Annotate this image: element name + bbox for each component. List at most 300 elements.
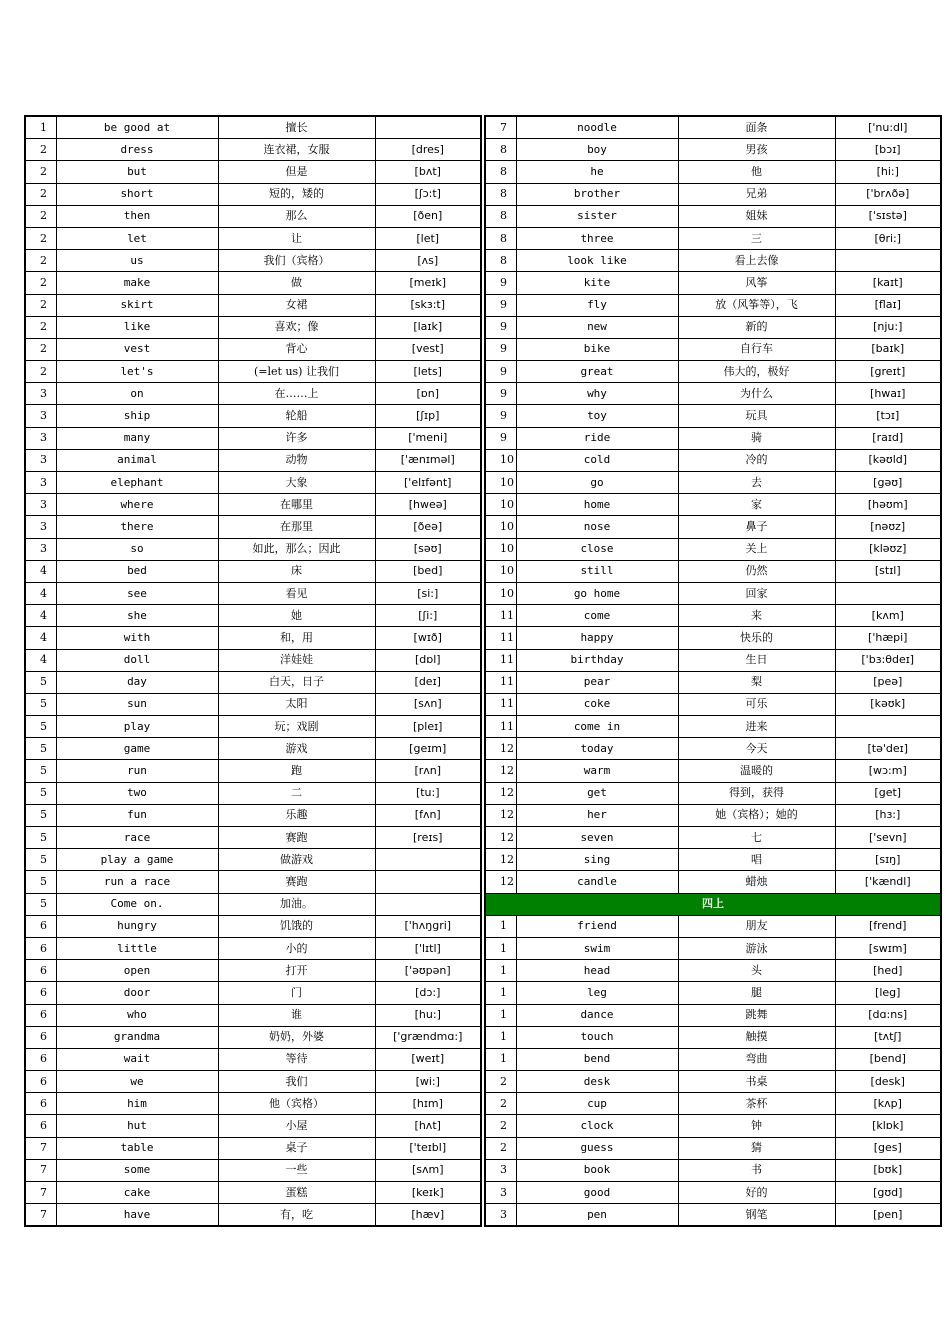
phonetic: [θri:] [835,227,941,249]
english-word: some [56,1159,218,1181]
chinese-meaning: 腿 [678,982,835,1004]
unit-number: 9 [485,383,516,405]
vocabulary-table-left [24,115,482,1227]
phonetic: [hed] [835,960,941,982]
english-word: noodle [516,116,678,139]
table-row [485,1137,941,1159]
unit-number: 9 [485,427,516,449]
english-word: go home [516,582,678,604]
english-word: still [516,560,678,582]
unit-number: 8 [485,227,516,249]
table-row [25,982,481,1004]
chinese-meaning: 我们（宾格） [218,250,375,272]
unit-number: 5 [25,782,56,804]
english-word: us [56,250,218,272]
table-row [25,361,481,383]
chinese-meaning: 温暖的 [678,760,835,782]
english-word: birthday [516,649,678,671]
unit-number: 3 [25,405,56,427]
english-word: who [56,1004,218,1026]
phonetic: [gəʊ] [835,472,941,494]
chinese-meaning: 游戏 [218,738,375,760]
table-row [485,183,941,205]
phonetic: [greɪt] [835,361,941,383]
phonetic: ['kændl] [835,871,941,893]
chinese-meaning: 连衣裙，女服 [218,139,375,161]
unit-number: 2 [25,250,56,272]
english-word: boy [516,139,678,161]
table-row [25,538,481,560]
phonetic: [pleɪ] [375,716,481,738]
chinese-meaning: 弯曲 [678,1048,835,1070]
phonetic: [flaɪ] [835,294,941,316]
chinese-meaning: 她（宾格）；她的 [678,804,835,826]
unit-number: 3 [25,383,56,405]
phonetic: [tɔɪ] [835,405,941,427]
table-row [485,294,941,316]
unit-number: 7 [25,1137,56,1159]
table-row [25,272,481,294]
table-row [485,494,941,516]
unit-number: 12 [485,871,516,893]
english-word: game [56,738,218,760]
unit-number: 5 [25,738,56,760]
table-row [25,338,481,360]
english-word: doll [56,649,218,671]
section-header: 四上 [485,893,941,915]
phonetic: [ges] [835,1137,941,1159]
english-word: come in [516,716,678,738]
chinese-meaning: 做 [218,272,375,294]
phonetic: [hæv] [375,1204,481,1227]
chinese-meaning: 书 [678,1159,835,1181]
english-word: race [56,827,218,849]
unit-number: 5 [25,871,56,893]
unit-number: 5 [25,849,56,871]
phonetic: [dɑ:ns] [835,1004,941,1026]
chinese-meaning: 关上 [678,538,835,560]
chinese-meaning: 仍然 [678,560,835,582]
table-row [25,760,481,782]
unit-number: 2 [485,1071,516,1093]
table-row [485,205,941,227]
table-row [25,693,481,715]
phonetic: ['sɪstə] [835,205,941,227]
vocabulary-table-right [484,115,942,1227]
phonetic: [vest] [375,338,481,360]
phonetic: [get] [835,782,941,804]
chinese-meaning: 钟 [678,1115,835,1137]
chinese-meaning: 桌子 [218,1137,375,1159]
phonetic: [hwaɪ] [835,383,941,405]
english-word: swim [516,937,678,959]
unit-number: 6 [25,1071,56,1093]
chinese-meaning: 奶奶，外婆 [218,1026,375,1048]
unit-number: 11 [485,716,516,738]
chinese-meaning: 玩；戏剧 [218,716,375,738]
chinese-meaning: 在……上 [218,383,375,405]
english-word: he [516,161,678,183]
table-row [485,915,941,937]
english-word: have [56,1204,218,1227]
english-word: nose [516,516,678,538]
chinese-meaning: 看见 [218,582,375,604]
english-word: bend [516,1048,678,1070]
english-word: come [516,605,678,627]
table-row [25,560,481,582]
table-row [25,1204,481,1227]
unit-number: 3 [25,494,56,516]
unit-number: 12 [485,760,516,782]
english-word: close [516,538,678,560]
table-row [485,1159,941,1181]
table-row [25,1182,481,1204]
english-word: pear [516,671,678,693]
table-row [485,582,941,604]
phonetic: [sʌm] [375,1159,481,1181]
unit-number: 6 [25,982,56,1004]
unit-number: 8 [485,161,516,183]
english-word: animal [56,449,218,471]
unit-number: 12 [485,849,516,871]
chinese-meaning: 动物 [218,449,375,471]
english-word: many [56,427,218,449]
unit-number: 2 [485,1137,516,1159]
unit-number: 9 [485,272,516,294]
chinese-meaning: 但是 [218,161,375,183]
phonetic: [hɪm] [375,1093,481,1115]
table-row [485,139,941,161]
table-row [485,937,941,959]
unit-number: 2 [25,361,56,383]
table-row [25,427,481,449]
phonetic: ['hʌŋgri] [375,915,481,937]
unit-number: 4 [25,560,56,582]
chinese-meaning: 钢笔 [678,1204,835,1227]
table-row [485,1026,941,1048]
table-row [485,538,941,560]
phonetic: [geɪm] [375,738,481,760]
unit-number: 10 [485,516,516,538]
phonetic: ['sevn] [835,827,941,849]
chinese-meaning: 三 [678,227,835,249]
chinese-meaning: 门 [218,982,375,1004]
chinese-meaning: 他 [678,161,835,183]
unit-number: 5 [25,804,56,826]
phonetic [375,116,481,139]
english-word: him [56,1093,218,1115]
unit-number: 9 [485,405,516,427]
phonetic: [hu:] [375,1004,481,1026]
chinese-meaning: 为什么 [678,383,835,405]
chinese-meaning: 白天，日子 [218,671,375,693]
english-word: day [56,671,218,693]
chinese-meaning: 书桌 [678,1071,835,1093]
english-word: desk [516,1071,678,1093]
unit-number: 12 [485,827,516,849]
phonetic: [keɪk] [375,1182,481,1204]
table-row [485,1048,941,1070]
chinese-meaning: 头 [678,960,835,982]
table-row [25,472,481,494]
table-row [485,116,941,139]
table-row [485,960,941,982]
english-word: table [56,1137,218,1159]
chinese-meaning: 兄弟 [678,183,835,205]
table-row [25,937,481,959]
unit-number: 1 [25,116,56,139]
english-word: fun [56,804,218,826]
table-row [485,982,941,1004]
phonetic: [bʌt] [375,161,481,183]
table-row [485,782,941,804]
phonetic: [wɪð] [375,627,481,649]
unit-number: 9 [485,316,516,338]
unit-number: 6 [25,1004,56,1026]
chinese-meaning: 面条 [678,116,835,139]
phonetic: [hi:] [835,161,941,183]
table-row [25,161,481,183]
table-row [25,649,481,671]
chinese-meaning: 自行车 [678,338,835,360]
table-row [485,1093,941,1115]
chinese-meaning: 冷的 [678,449,835,471]
chinese-meaning: 唱 [678,849,835,871]
table-row [25,849,481,871]
phonetic: [sʌn] [375,693,481,715]
table-row [485,316,941,338]
phonetic: [tə'deɪ] [835,738,941,760]
phonetic: [baɪk] [835,338,941,360]
chinese-meaning: 进来 [678,716,835,738]
chinese-meaning: 洋娃娃 [218,649,375,671]
unit-number: 1 [485,982,516,1004]
table-row [485,671,941,693]
english-word: run [56,760,218,782]
unit-number: 2 [485,1115,516,1137]
chinese-meaning: 蛋糕 [218,1182,375,1204]
unit-number: 7 [25,1159,56,1181]
english-word: go [516,472,678,494]
phonetic [375,893,481,915]
chinese-meaning: 放（风筝等），飞 [678,294,835,316]
phonetic: ['ænɪməl] [375,449,481,471]
table-row [25,627,481,649]
phonetic: [ðen] [375,205,481,227]
unit-number: 2 [25,338,56,360]
english-word: little [56,937,218,959]
english-word: great [516,361,678,383]
unit-number: 12 [485,738,516,760]
unit-number: 9 [485,294,516,316]
phonetic: [kəʊld] [835,449,941,471]
table-row [485,250,941,272]
english-word: sing [516,849,678,871]
phonetic: [tu:] [375,782,481,804]
unit-number: 2 [25,316,56,338]
english-word: leg [516,982,678,1004]
table-row [25,716,481,738]
unit-number: 3 [485,1159,516,1181]
chinese-meaning: 玩具 [678,405,835,427]
english-word: two [56,782,218,804]
table-row [485,760,941,782]
unit-number: 7 [25,1204,56,1227]
english-word: hut [56,1115,218,1137]
english-word: like [56,316,218,338]
phonetic: [wɔ:m] [835,760,941,782]
chinese-meaning: 姐妹 [678,205,835,227]
english-word: three [516,227,678,249]
table-row [485,627,941,649]
phonetic: [bend] [835,1048,941,1070]
english-word: wait [56,1048,218,1070]
english-word: kite [516,272,678,294]
unit-number: 5 [25,760,56,782]
unit-number: 11 [485,671,516,693]
unit-number: 6 [25,1093,56,1115]
english-word: touch [516,1026,678,1048]
english-word: her [516,804,678,826]
english-word: clock [516,1115,678,1137]
phonetic: [raɪd] [835,427,941,449]
phonetic: [kʌm] [835,605,941,627]
unit-number: 5 [25,671,56,693]
phonetic: [fʌn] [375,804,481,826]
unit-number: 2 [25,227,56,249]
phonetic: [tʌtʃ] [835,1026,941,1048]
table-row [25,449,481,471]
chinese-meaning: 去 [678,472,835,494]
unit-number: 8 [485,250,516,272]
english-word: good [516,1182,678,1204]
chinese-meaning: 我们 [218,1071,375,1093]
table-row [25,494,481,516]
table-row [25,1071,481,1093]
chinese-meaning: 一些 [218,1159,375,1181]
phonetic: ['lɪtl] [375,937,481,959]
chinese-meaning: 鼻子 [678,516,835,538]
table-row [25,250,481,272]
unit-number: 2 [25,161,56,183]
english-word: make [56,272,218,294]
unit-number: 4 [25,605,56,627]
unit-number: 2 [25,294,56,316]
english-word: new [516,316,678,338]
phonetic: [ʌs] [375,250,481,272]
english-word: look like [516,250,678,272]
phonetic: [ʃɔ:t] [375,183,481,205]
table-row [25,782,481,804]
table-row [485,738,941,760]
table-row [485,361,941,383]
unit-number: 1 [485,960,516,982]
english-word: fly [516,294,678,316]
phonetic: [ɒn] [375,383,481,405]
chinese-meaning: 乐趣 [218,804,375,826]
table-row [25,827,481,849]
unit-number: 2 [25,205,56,227]
table-row [25,671,481,693]
table-row [25,1048,481,1070]
unit-number: 5 [25,827,56,849]
phonetic: [klɒk] [835,1115,941,1137]
chinese-meaning: 家 [678,494,835,516]
chinese-meaning: 可乐 [678,693,835,715]
phonetic: [pen] [835,1204,941,1227]
english-word: home [516,494,678,516]
unit-number: 11 [485,693,516,715]
phonetic: [hɜ:] [835,804,941,826]
phonetic: ['grændmɑ:] [375,1026,481,1048]
chinese-meaning: 小的 [218,937,375,959]
unit-number: 6 [25,1048,56,1070]
english-word: get [516,782,678,804]
chinese-meaning: 太阳 [218,693,375,715]
chinese-meaning: 小屋 [218,1115,375,1137]
phonetic: [ðeə] [375,516,481,538]
phonetic: [lets] [375,361,481,383]
unit-number: 6 [25,937,56,959]
phonetic [375,849,481,871]
table-row [485,804,941,826]
phonetic: [ʃi:] [375,605,481,627]
table-row [25,871,481,893]
phonetic: [gʊd] [835,1182,941,1204]
phonetic: [stɪl] [835,560,941,582]
phonetic: [desk] [835,1071,941,1093]
chinese-meaning: 有，吃 [218,1204,375,1227]
table-row [25,316,481,338]
table-row [485,560,941,582]
unit-number: 3 [25,449,56,471]
table-row [485,871,941,893]
english-word: cake [56,1182,218,1204]
english-word: open [56,960,218,982]
chinese-meaning: 生日 [678,649,835,671]
unit-number: 3 [25,516,56,538]
unit-number: 10 [485,494,516,516]
phonetic: [kləʊz] [835,538,941,560]
unit-number: 11 [485,649,516,671]
chinese-meaning: 打开 [218,960,375,982]
chinese-meaning: 伟大的，极好 [678,361,835,383]
phonetic: [nju:] [835,316,941,338]
chinese-meaning: 新的 [678,316,835,338]
english-word: ship [56,405,218,427]
unit-number: 12 [485,782,516,804]
unit-number: 3 [485,1204,516,1227]
chinese-meaning: 好的 [678,1182,835,1204]
english-word: why [516,383,678,405]
phonetic: [meɪk] [375,272,481,294]
table-row [25,605,481,627]
unit-number: 4 [25,582,56,604]
english-word: but [56,161,218,183]
chinese-meaning: 跑 [218,760,375,782]
phonetic: [dɔ:] [375,982,481,1004]
phonetic: [let] [375,227,481,249]
english-word: bed [56,560,218,582]
chinese-meaning: 触摸 [678,1026,835,1048]
chinese-meaning: 二 [218,782,375,804]
phonetic: [swɪm] [835,937,941,959]
english-word: bike [516,338,678,360]
unit-number: 1 [485,1026,516,1048]
chinese-meaning: 短的，矮的 [218,183,375,205]
table-row [485,716,941,738]
unit-number: 2 [485,1093,516,1115]
